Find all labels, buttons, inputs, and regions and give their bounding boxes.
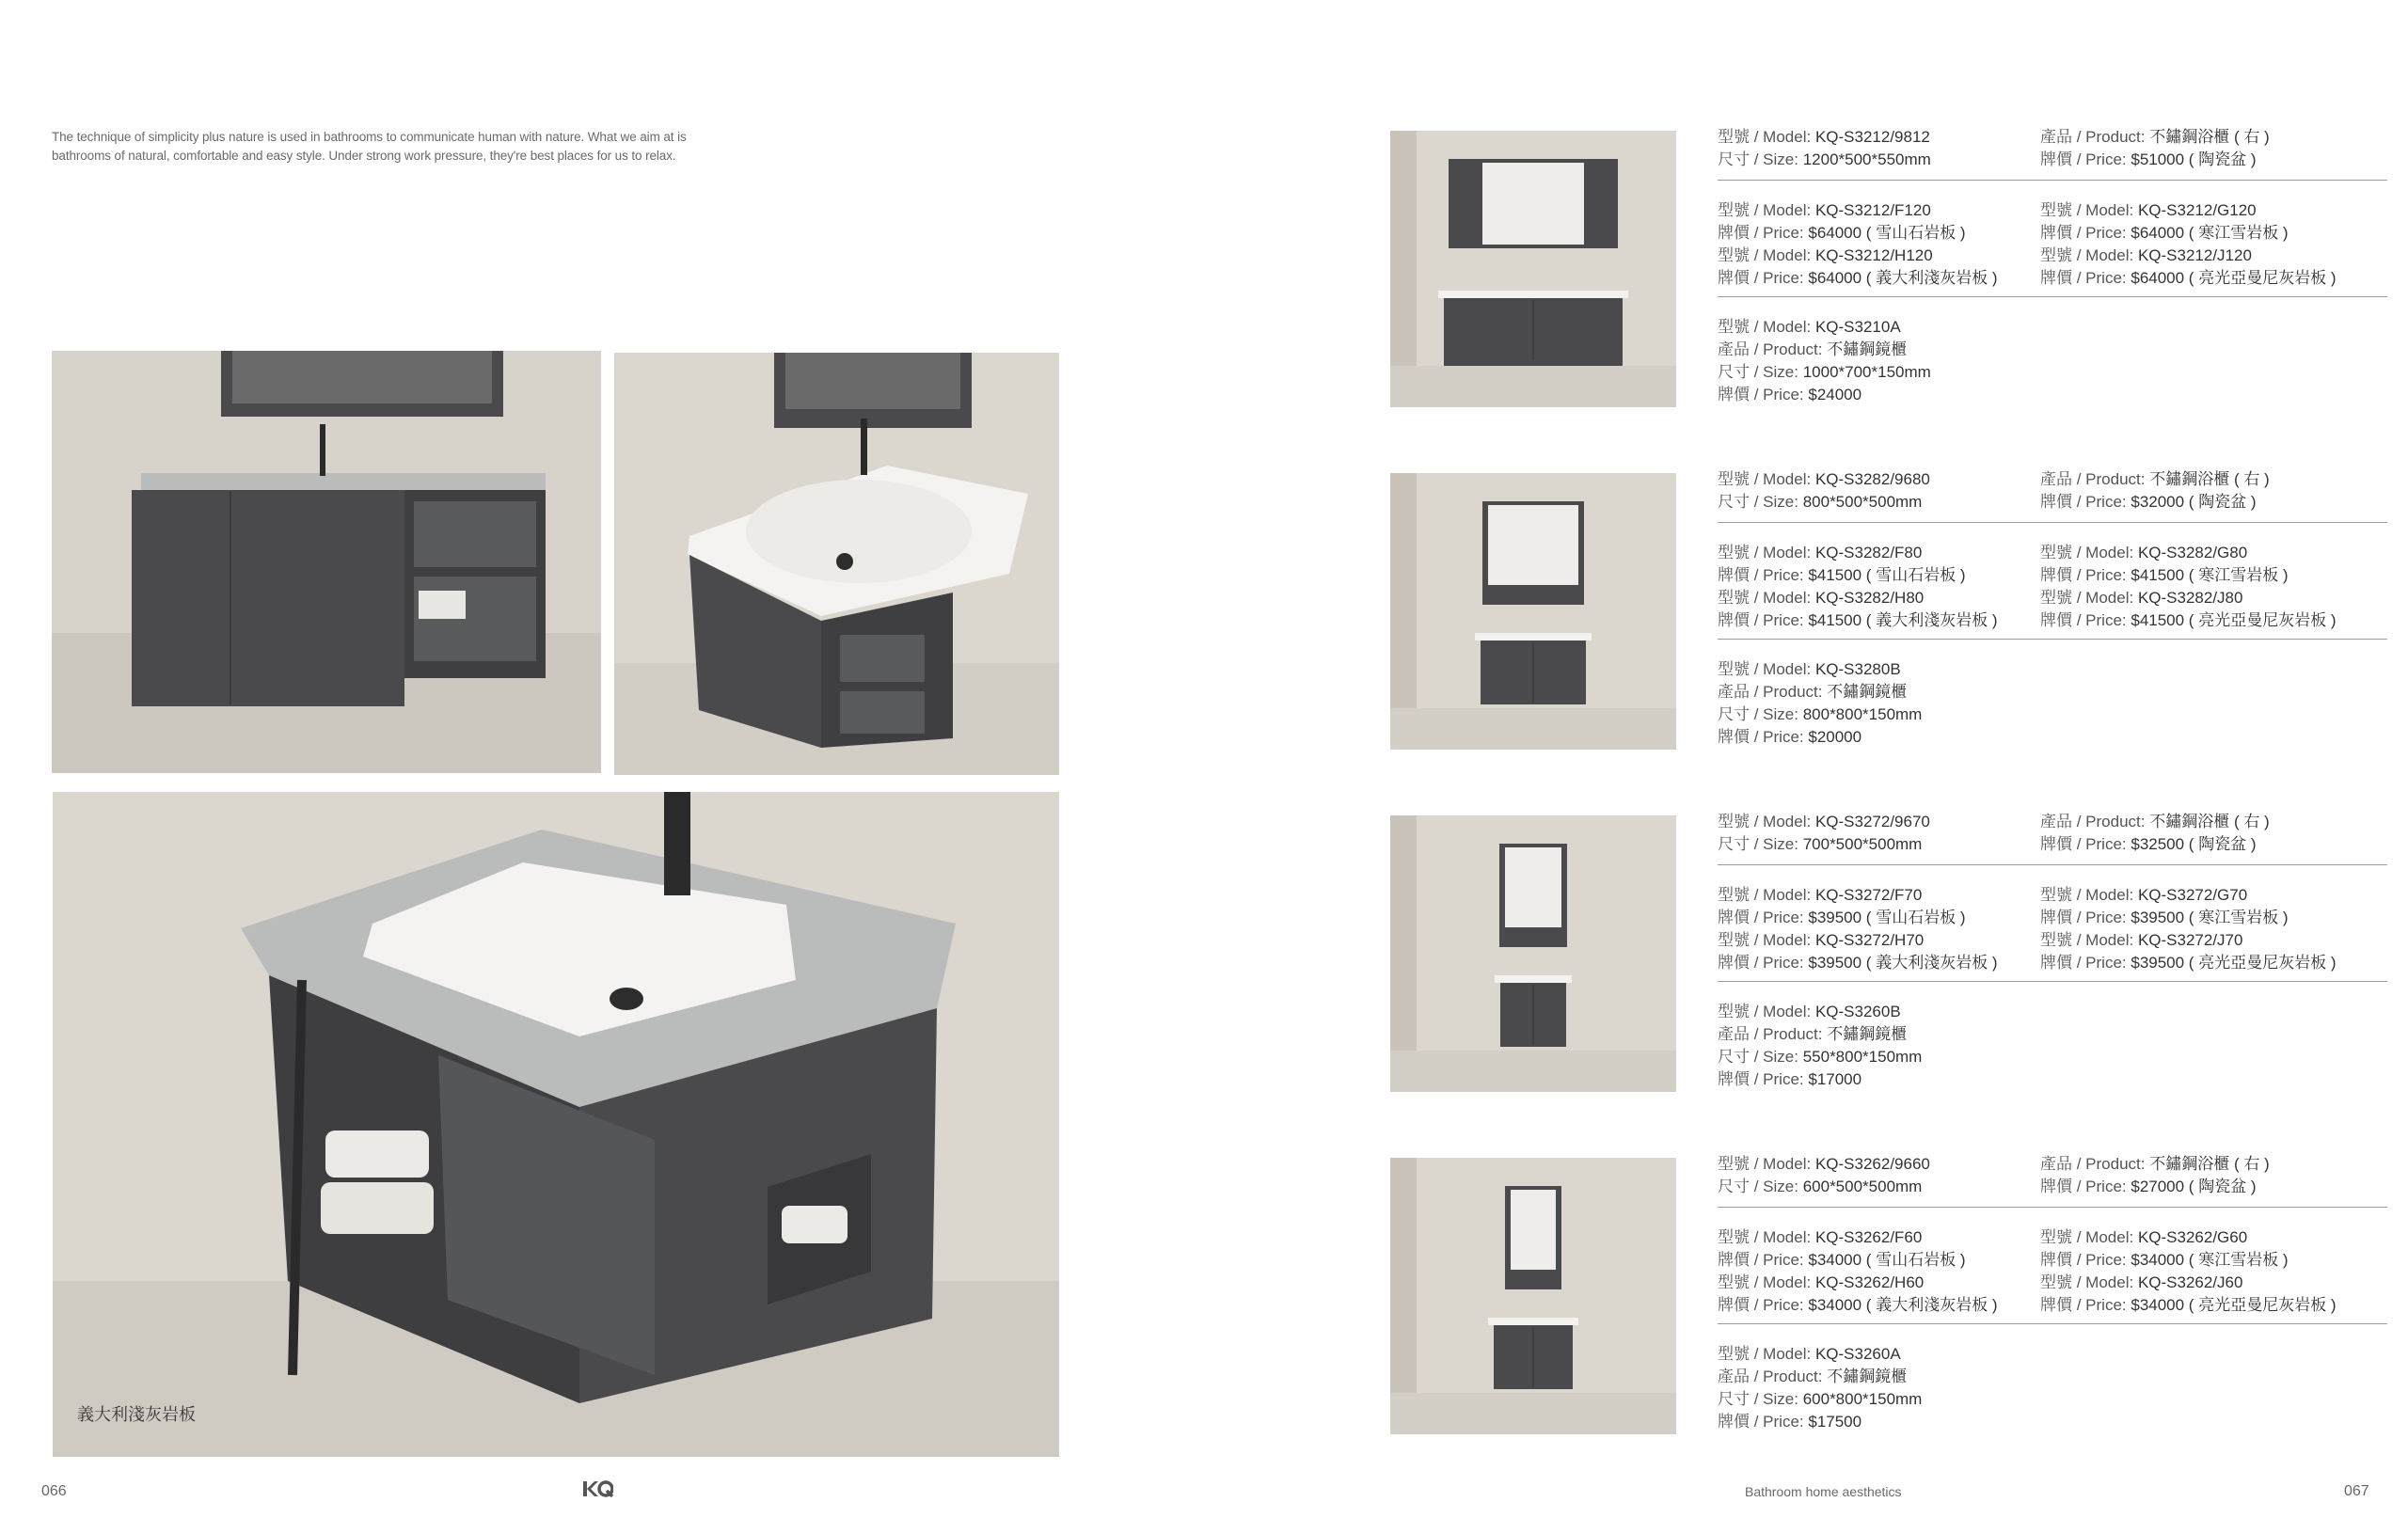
variant-field-a-value: KQ-S3212/H120 — [1814, 246, 1933, 264]
mirror-cabinet-field — [1718, 1023, 1907, 1046]
variant-field-a-label: 型號 / Model: — [1718, 1228, 1812, 1246]
variant-field-b-label: 牌價 / Price: — [2040, 909, 2127, 926]
mirror-cabinet-field — [1718, 316, 1901, 339]
variant-field-b-label: 型號 / Model: — [2040, 246, 2134, 264]
variant-field-a-value: KQ-S3282/H80 — [1814, 589, 1925, 607]
variant-field-a — [1718, 1294, 1998, 1317]
product-field-label: 產品 / Product: — [2040, 128, 2146, 146]
mirror-cabinet-field-label: 型號 / Model: — [1718, 1003, 1812, 1020]
mirror-cabinet-field — [1718, 1001, 1901, 1023]
model-field-label: 型號 / Model: — [1718, 813, 1812, 830]
price-field-label: 牌價 / Price: — [2040, 493, 2127, 511]
variant-field-a-value: $64000 ( 雪山石岩板 ) — [1808, 224, 1966, 242]
variant-field-b — [2040, 1294, 2337, 1317]
variant-field-b — [2040, 587, 2242, 609]
variant-field-b-value: $39500 ( 亮光亞曼尼灰岩板 ) — [2131, 954, 2337, 972]
variant-field-a-value: KQ-S3272/F70 — [1814, 886, 1923, 904]
variant-field-a-label: 牌價 / Price: — [1718, 1296, 1804, 1314]
variant-field-a-value: $64000 ( 義大利淺灰岩板 ) — [1808, 269, 1998, 287]
product-field — [2040, 811, 2270, 833]
price-field-value: $51000 ( 陶瓷盆 ) — [2131, 150, 2257, 168]
intro-line-1: The technique of simplicity plus nature is used in bathrooms to communicate human with nature. What we aim at is — [52, 130, 687, 144]
product-field-label: 產品 / Product: — [2040, 470, 2146, 488]
price-field-label: 牌價 / Price: — [2040, 150, 2127, 168]
variant-field-b-value: $41500 ( 寒江雪岩板 ) — [2131, 566, 2289, 584]
divider — [1718, 639, 2387, 640]
size-field-label: 尺寸 / Size: — [1718, 1178, 1798, 1195]
model-field-label: 型號 / Model: — [1718, 128, 1812, 146]
mirror-cabinet-field-value: $17000 — [1808, 1070, 1862, 1088]
model-field-value: KQ-S3272/9670 — [1814, 813, 1930, 830]
mirror-cabinet-field-value: 不鏽鋼鏡櫃 — [1827, 1025, 1908, 1043]
price-field — [2040, 491, 2257, 514]
mirror-cabinet-field — [1718, 1411, 1861, 1433]
variant-field-a-label: 型號 / Model: — [1718, 931, 1812, 949]
variant-field-b — [2040, 1226, 2247, 1249]
mirror-cabinet-field-label: 牌價 / Price: — [1718, 386, 1804, 403]
variant-field-b-value: KQ-S3212/G120 — [2137, 201, 2257, 219]
kq-logo-icon — [583, 1480, 613, 1497]
product-thumbnail — [1390, 131, 1676, 407]
variant-field-a-label: 牌價 / Price: — [1718, 954, 1804, 972]
product-field — [2040, 1153, 2270, 1176]
variant-field-b — [2040, 609, 2337, 632]
model-field-value: KQ-S3282/9680 — [1814, 470, 1930, 488]
variant-field-b-value: $39500 ( 寒江雪岩板 ) — [2131, 909, 2289, 926]
variant-field-a — [1718, 245, 1933, 267]
mirror-cabinet-field — [1718, 1046, 1922, 1068]
mirror-cabinet-field-value: 不鏽鋼鏡櫃 — [1827, 683, 1908, 701]
variant-field-b — [2040, 907, 2289, 929]
model-field-value: KQ-S3212/9812 — [1814, 128, 1930, 146]
variant-field-b — [2040, 884, 2247, 907]
photo-caption: 義大利淺灰岩板 — [77, 1405, 196, 1424]
price-field-label: 牌價 / Price: — [2040, 835, 2127, 853]
variant-field-a-label: 型號 / Model: — [1718, 886, 1812, 904]
variant-field-b — [2040, 1272, 2242, 1294]
mirror-cabinet-field-value: KQ-S3260B — [1814, 1003, 1901, 1020]
variant-field-a — [1718, 952, 1998, 974]
variant-field-b-label: 牌價 / Price: — [2040, 269, 2127, 287]
variant-field-b-label: 型號 / Model: — [2040, 201, 2134, 219]
size-field-value: 800*500*500mm — [1802, 493, 1923, 511]
variant-field-b-label: 牌價 / Price: — [2040, 224, 2127, 242]
divider — [1718, 180, 2387, 181]
mirror-cabinet-field — [1718, 1366, 1907, 1388]
variant-field-b — [2040, 267, 2337, 290]
variant-field-b-label: 型號 / Model: — [2040, 886, 2134, 904]
mirror-cabinet-field-value: 不鏽鋼鏡櫃 — [1827, 1368, 1908, 1385]
product-block — [1718, 468, 2387, 751]
variant-field-b-label: 型號 / Model: — [2040, 1273, 2134, 1291]
variant-field-a-label: 牌價 / Price: — [1718, 269, 1804, 287]
variant-field-b — [2040, 929, 2242, 952]
variant-field-a — [1718, 587, 1924, 609]
variant-field-a-value: KQ-S3262/H60 — [1814, 1273, 1925, 1291]
model-field-label: 型號 / Model: — [1718, 1155, 1812, 1173]
brand-logo — [583, 1480, 613, 1502]
mirror-cabinet-field-label: 產品 / Product: — [1718, 340, 1823, 358]
variant-field-a — [1718, 609, 1998, 632]
variant-field-a-value: $39500 ( 雪山石岩板 ) — [1808, 909, 1966, 926]
variant-field-a-value: KQ-S3282/F80 — [1814, 544, 1923, 561]
mirror-cabinet-field-label: 產品 / Product: — [1718, 1368, 1823, 1385]
mirror-cabinet-field-label: 牌價 / Price: — [1718, 728, 1804, 746]
mirror-cabinet-field-value: 600*800*150mm — [1802, 1390, 1923, 1408]
size-field — [1718, 1176, 1922, 1198]
product-field-value: 不鏽鋼浴櫃 ( 右 ) — [2149, 128, 2270, 146]
vanity-photo-angle-top — [614, 353, 1059, 775]
mirror-cabinet-field — [1718, 704, 1922, 726]
variant-field-b — [2040, 199, 2257, 222]
variant-field-b — [2040, 222, 2289, 245]
size-field-label: 尺寸 / Size: — [1718, 150, 1798, 168]
price-field — [2040, 833, 2257, 856]
size-field — [1718, 149, 1931, 171]
variant-field-b-value: $64000 ( 亮光亞曼尼灰岩板 ) — [2131, 269, 2337, 287]
variant-field-b — [2040, 542, 2247, 564]
size-field-value: 700*500*500mm — [1802, 835, 1923, 853]
intro-line-2: bathrooms of natural, comfortable and easy style. Under strong work pressure, they're best places for us to relax. — [52, 149, 676, 163]
mirror-cabinet-field-label: 尺寸 / Size: — [1718, 1390, 1798, 1408]
divider — [1718, 864, 2387, 865]
variant-field-b — [2040, 952, 2337, 974]
mirror-cabinet-field-value: $24000 — [1808, 386, 1862, 403]
mirror-cabinet-field-value: KQ-S3210A — [1814, 318, 1901, 336]
mirror-cabinet-field-label: 尺寸 / Size: — [1718, 363, 1798, 381]
model-field — [1718, 126, 1930, 149]
product-block — [1718, 1153, 2387, 1435]
divider — [1718, 981, 2387, 982]
mirror-cabinet-field-value: KQ-S3280B — [1814, 660, 1901, 678]
mirror-cabinet-field-value: $20000 — [1808, 728, 1862, 746]
variant-field-a-label: 牌價 / Price: — [1718, 611, 1804, 629]
size-field-value: 1200*500*550mm — [1802, 150, 1931, 168]
vanity-photo-large-marble — [53, 792, 1059, 1457]
variant-field-a-value: $41500 ( 義大利淺灰岩板 ) — [1808, 611, 1998, 629]
variant-field-a — [1718, 907, 1966, 929]
variant-field-b-label: 型號 / Model: — [2040, 931, 2134, 949]
price-field-value: $32500 ( 陶瓷盆 ) — [2131, 835, 2257, 853]
product-thumbnail — [1390, 1158, 1676, 1434]
variant-field-b-value: KQ-S3272/J70 — [2137, 931, 2243, 949]
mirror-cabinet-field-label: 型號 / Model: — [1718, 1345, 1812, 1363]
mirror-cabinet-field-value: 不鏽鋼鏡櫃 — [1827, 340, 1908, 358]
variant-field-a — [1718, 267, 1998, 290]
mirror-cabinet-field-label: 型號 / Model: — [1718, 660, 1812, 678]
model-field-value: KQ-S3262/9660 — [1814, 1155, 1930, 1173]
divider — [1718, 1207, 2387, 1208]
variant-field-a-label: 型號 / Model: — [1718, 544, 1812, 561]
variant-field-b-label: 型號 / Model: — [2040, 544, 2134, 561]
variant-field-b-value: KQ-S3212/J120 — [2137, 246, 2252, 264]
page-number-right: 067 — [2344, 1483, 2369, 1499]
vanity-photo-angle-left — [52, 351, 601, 773]
variant-field-a — [1718, 1272, 1924, 1294]
divider — [1718, 522, 2387, 523]
size-field-value: 600*500*500mm — [1802, 1178, 1923, 1195]
variant-field-b-label: 牌價 / Price: — [2040, 1296, 2127, 1314]
model-field — [1718, 1153, 1930, 1176]
product-block — [1718, 126, 2387, 408]
variant-field-a-value: KQ-S3212/F120 — [1814, 201, 1931, 219]
mirror-cabinet-field-label: 尺寸 / Size: — [1718, 1048, 1798, 1066]
mirror-cabinet-field — [1718, 1343, 1901, 1366]
variant-field-b-value: KQ-S3262/G60 — [2137, 1228, 2248, 1246]
mirror-cabinet-field-value: 550*800*150mm — [1802, 1048, 1923, 1066]
variant-field-a — [1718, 542, 1922, 564]
product-thumbnail — [1390, 815, 1676, 1092]
variant-field-a — [1718, 1226, 1922, 1249]
mirror-cabinet-field-value: $17500 — [1808, 1413, 1862, 1431]
mirror-cabinet-field-value: 1000*700*150mm — [1802, 363, 1931, 381]
mirror-cabinet-field-label: 牌價 / Price: — [1718, 1070, 1804, 1088]
variant-field-a-label: 牌價 / Price: — [1718, 566, 1804, 584]
model-field-label: 型號 / Model: — [1718, 470, 1812, 488]
mirror-cabinet-field — [1718, 361, 1931, 384]
footer-tagline: Bathroom home aesthetics — [1745, 1484, 1902, 1499]
mirror-cabinet-field — [1718, 339, 1907, 361]
divider — [1718, 1323, 2387, 1324]
product-block — [1718, 811, 2387, 1093]
product-field-value: 不鏽鋼浴櫃 ( 右 ) — [2149, 1155, 2270, 1173]
variant-field-b-value: KQ-S3282/J80 — [2137, 589, 2243, 607]
price-field-label: 牌價 / Price: — [2040, 1178, 2127, 1195]
variant-field-b-label: 牌價 / Price: — [2040, 954, 2127, 972]
variant-field-a-label: 牌價 / Price: — [1718, 1251, 1804, 1269]
variant-field-a-value: $34000 ( 義大利淺灰岩板 ) — [1808, 1296, 1998, 1314]
size-field — [1718, 833, 1922, 856]
mirror-cabinet-field — [1718, 1388, 1922, 1411]
variant-field-a-value: KQ-S3272/H70 — [1814, 931, 1925, 949]
mirror-cabinet-field — [1718, 658, 1901, 681]
variant-field-a-label: 型號 / Model: — [1718, 1273, 1812, 1291]
size-field-label: 尺寸 / Size: — [1718, 835, 1798, 853]
mirror-cabinet-field — [1718, 726, 1861, 749]
variant-field-b-label: 牌價 / Price: — [2040, 1251, 2127, 1269]
price-field-value: $27000 ( 陶瓷盆 ) — [2131, 1178, 2257, 1195]
mirror-cabinet-field — [1718, 681, 1907, 704]
mirror-cabinet-field-value: KQ-S3260A — [1814, 1345, 1901, 1363]
variant-field-b-value: $34000 ( 亮光亞曼尼灰岩板 ) — [2131, 1296, 2337, 1314]
mirror-cabinet-field — [1718, 1068, 1861, 1091]
variant-field-a — [1718, 929, 1924, 952]
variant-field-a-label: 型號 / Model: — [1718, 201, 1812, 219]
variant-field-a-label: 牌價 / Price: — [1718, 909, 1804, 926]
variant-field-b-label: 牌價 / Price: — [2040, 611, 2127, 629]
mirror-cabinet-field-label: 產品 / Product: — [1718, 683, 1823, 701]
mirror-cabinet-field-label: 產品 / Product: — [1718, 1025, 1823, 1043]
variant-field-b-value: $34000 ( 寒江雪岩板 ) — [2131, 1251, 2289, 1269]
variant-field-b-label: 型號 / Model: — [2040, 1228, 2134, 1246]
mirror-cabinet-field-label: 尺寸 / Size: — [1718, 705, 1798, 723]
model-field — [1718, 468, 1930, 491]
variant-field-b — [2040, 564, 2289, 587]
variant-field-a-value: KQ-S3262/F60 — [1814, 1228, 1923, 1246]
variant-field-a — [1718, 564, 1966, 587]
variant-field-b-value: $41500 ( 亮光亞曼尼灰岩板 ) — [2131, 611, 2337, 629]
intro-text — [52, 128, 729, 166]
variant-field-b — [2040, 1249, 2289, 1272]
variant-field-a — [1718, 222, 1966, 245]
variant-field-b-value: KQ-S3282/G80 — [2137, 544, 2248, 561]
variant-field-a — [1718, 199, 1931, 222]
product-field-label: 產品 / Product: — [2040, 1155, 2146, 1173]
product-field-value: 不鏽鋼浴櫃 ( 右 ) — [2149, 470, 2270, 488]
product-field-value: 不鏽鋼浴櫃 ( 右 ) — [2149, 813, 2270, 830]
mirror-cabinet-field-value: 800*800*150mm — [1802, 705, 1923, 723]
variant-field-a — [1718, 1249, 1966, 1272]
variant-field-a-label: 牌價 / Price: — [1718, 224, 1804, 242]
variant-field-b-value: $64000 ( 寒江雪岩板 ) — [2131, 224, 2289, 242]
variant-field-b-label: 牌價 / Price: — [2040, 566, 2127, 584]
product-field — [2040, 126, 2270, 149]
size-field — [1718, 491, 1922, 514]
mirror-cabinet-field — [1718, 384, 1861, 406]
size-field-label: 尺寸 / Size: — [1718, 493, 1798, 511]
page-number-left: 066 — [41, 1483, 67, 1499]
variant-field-b-label: 型號 / Model: — [2040, 589, 2134, 607]
price-field — [2040, 1176, 2257, 1198]
mirror-cabinet-field-label: 牌價 / Price: — [1718, 1413, 1804, 1431]
variant-field-b — [2040, 245, 2252, 267]
price-field — [2040, 149, 2257, 171]
product-field — [2040, 468, 2270, 491]
variant-field-a-value: $34000 ( 雪山石岩板 ) — [1808, 1251, 1966, 1269]
variant-field-a-label: 型號 / Model: — [1718, 589, 1812, 607]
product-field-label: 產品 / Product: — [2040, 813, 2146, 830]
mirror-cabinet-field-label: 型號 / Model: — [1718, 318, 1812, 336]
variant-field-b-value: KQ-S3272/G70 — [2137, 886, 2248, 904]
variant-field-a — [1718, 884, 1922, 907]
variant-field-b-value: KQ-S3262/J60 — [2137, 1273, 2243, 1291]
price-field-value: $32000 ( 陶瓷盆 ) — [2131, 493, 2257, 511]
variant-field-a-value: $41500 ( 雪山石岩板 ) — [1808, 566, 1966, 584]
model-field — [1718, 811, 1930, 833]
variant-field-a-label: 型號 / Model: — [1718, 246, 1812, 264]
product-thumbnail — [1390, 473, 1676, 750]
divider — [1718, 296, 2387, 297]
variant-field-a-value: $39500 ( 義大利淺灰岩板 ) — [1808, 954, 1998, 972]
